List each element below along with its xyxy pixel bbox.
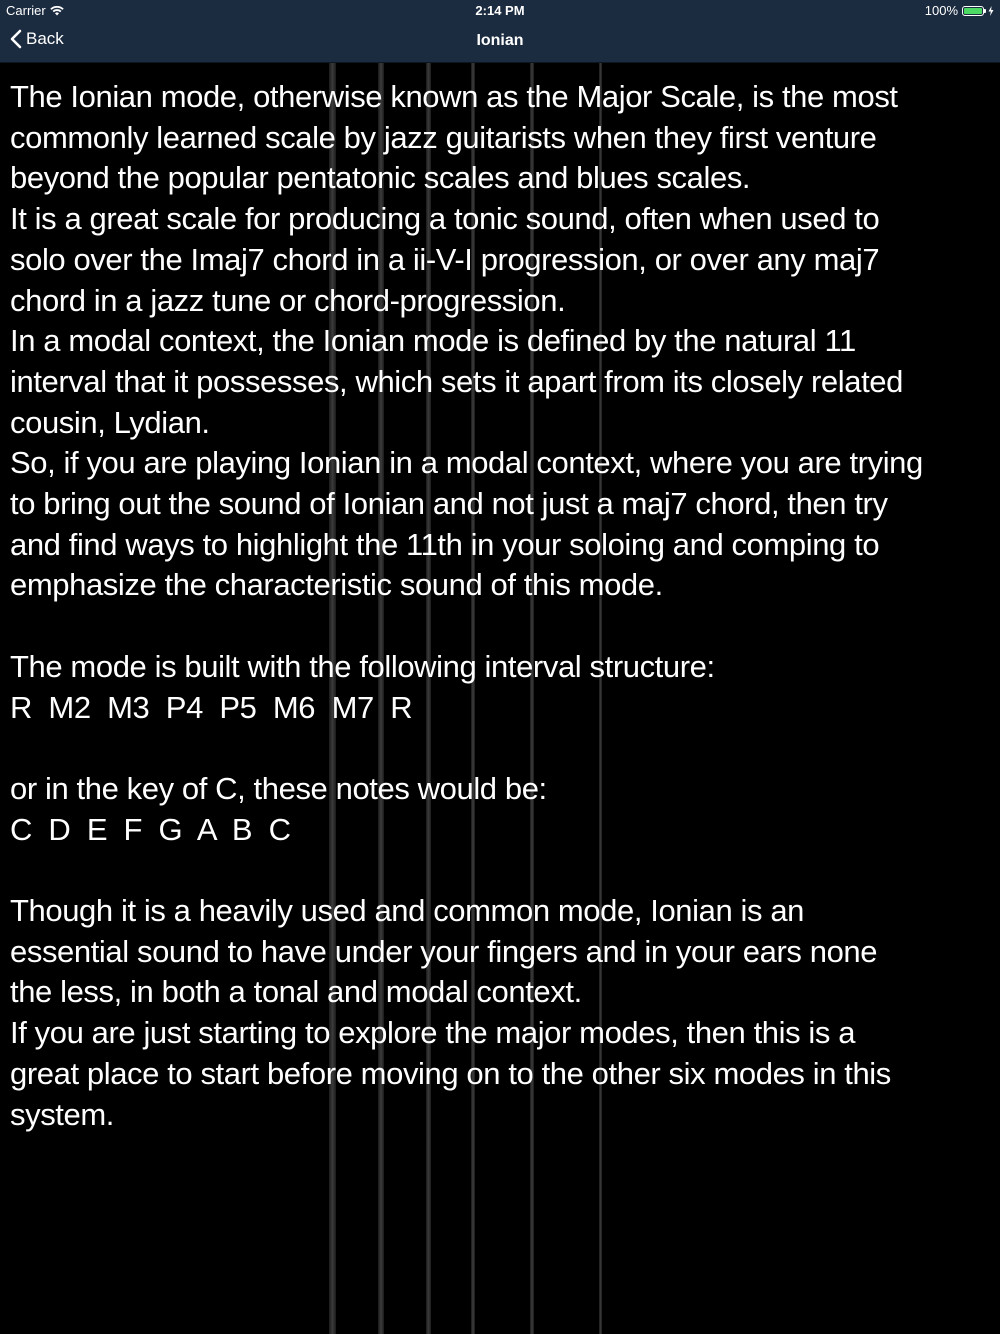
text-line: chord in a jazz tune or chord-progression. xyxy=(10,282,566,318)
text-line: and find ways to highlight the 11th in your soloing and comping to xyxy=(10,526,880,562)
navigation-bar xyxy=(0,22,1000,63)
blank-line xyxy=(10,850,990,891)
text-line: beyond the popular pentatonic scales and blues scales. xyxy=(10,160,751,196)
text-line: or in the key of C, these notes would be: xyxy=(10,770,547,806)
text-line: Though it is a heavily used and common mode, Ionian is an xyxy=(10,893,805,929)
page-title: Ionian xyxy=(476,32,524,49)
text-line: the less, in both a tonal and modal context. xyxy=(10,974,582,1010)
text-line: interval that it possesses, which sets it apart from its closely related xyxy=(10,363,903,399)
blank-line xyxy=(10,606,990,647)
battery-fill xyxy=(964,8,982,14)
text-line: to bring out the sound of Ionian and not just a maj7 chord, then try xyxy=(10,486,888,522)
text-line: C D E F G A B C xyxy=(10,811,291,847)
status-bar xyxy=(0,0,1000,22)
text-line: commonly learned scale by jazz guitarists when they first venture xyxy=(10,119,877,155)
text-line: If you are just starting to explore the major modes, then this is a xyxy=(10,1015,856,1051)
text-line: system. xyxy=(10,1096,114,1132)
text-line: The mode is built with the following interval structure: xyxy=(10,648,715,684)
scrollable-content[interactable] xyxy=(0,63,1000,1334)
text-line: In a modal context, the Ionian mode is defined by the natural 11 xyxy=(10,323,856,359)
battery-icon xyxy=(962,6,984,16)
text-line: solo over the Imaj7 chord in a ii-V-I progression, or over any maj7 xyxy=(10,241,880,277)
text-line: So, if you are playing Ionian in a modal context, where you are trying xyxy=(10,445,923,481)
text-line: R M2 M3 P4 P5 M6 M7 R xyxy=(10,689,413,725)
carrier-label: Carrier xyxy=(6,3,46,18)
battery-percent: 100% xyxy=(924,3,958,18)
mode-description xyxy=(10,77,990,1135)
text-line: emphasize the characteristic sound of this mode. xyxy=(10,567,663,603)
text-line: It is a great scale for producing a tonic sound, often when used to xyxy=(10,201,880,237)
text-line: The Ionian mode, otherwise known as the Major Scale, is the most xyxy=(10,79,898,114)
text-line: essential sound to have under your fingers and in your ears none xyxy=(10,933,878,969)
back-label: Back xyxy=(26,29,64,48)
text-line: cousin, Lydian. xyxy=(10,404,210,440)
battery-indicator xyxy=(925,3,994,18)
charging-bolt-icon xyxy=(988,6,994,16)
status-time: 2:14 PM xyxy=(475,3,525,18)
blank-line xyxy=(10,728,990,769)
text-line: great place to start before moving on to the other six modes in this xyxy=(10,1055,891,1091)
